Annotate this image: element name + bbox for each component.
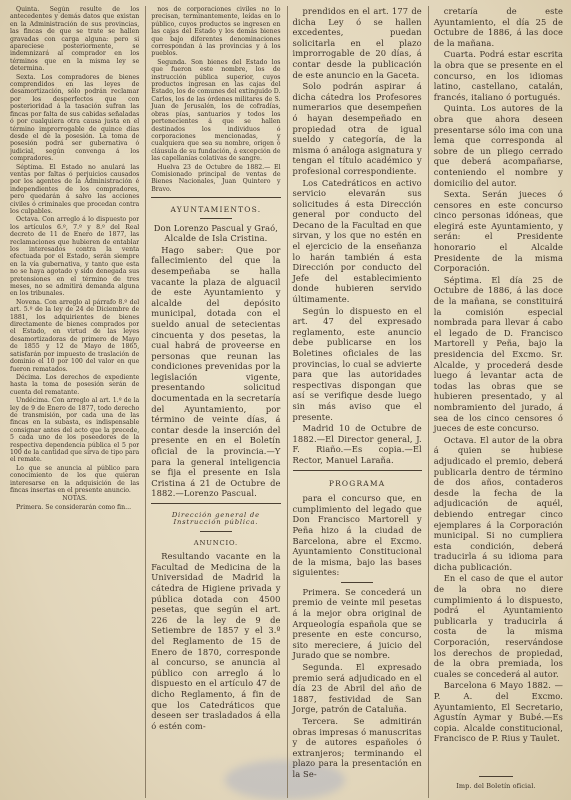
notes-label: NOTAS. [62,495,87,503]
paragraph: Novena. Con arreglo al párrafo 8.º del art. 5.º de la ley de 24 de Diciembre de 1881, los adquirientes de bienes directamente de bienes comprados por el Estado, en virtud de las leyes desamortizadoras de primero de Mayo de 1855 y 12 de Mayo de 1865, satisfarán por impuesto de traslación de dominio el 10 por 100 del valor en que fueron rematados. [10,298,140,373]
column-3 [287,6,422,798]
divider [293,470,422,471]
column-4 [428,6,563,798]
date-line: Huelva 23 de Octubre de 1882.— El Comisionado principal de ventas de Bienes Nacionales, Juan Quintero y Bravo. [151,163,281,193]
section-heading: AYUNTAMIENTOS. [170,205,262,215]
paragraph: Octava. El autor de la obra á quien se hubiese adjudicado el premio, deberá publicarla dentro de término de dos años, contaderos desde la fecha de la adjudicación de aquél, debiendo entregar cinco ejemplares á la Corporación municipal. Si no cumpliera esta condición, deberá traducirla á su idioma para dicha publicación. [433,434,563,572]
paragraph: Quinta. Según resulte de los antecedentes y demás datos que existan en la Administración de sus provincias, las fincas de que se trate se hallen gravadas con carga alguna: pero si apareciese posteriormente, se indemnizará al comprador en los términos que en la misma ley se determina. [10,6,140,73]
paragraph: Primera. Se concederá un premio de veinte mil pesetas á la mejor obra original de Arqueología española que se presente en este concurso, sito mereciere, á juicio del Jurado que se nombre. [292,586,422,661]
paragraph: Sexta. Los compradores de bienes comprendidos en las leyes de desamortización, sólo podrán reclamar por los desperfectos que con posterioridad á la tasación sufran las fincas por falta de sus cabidas señaladas ó por cualquiera otra causa justa en el término improrrogable de quince días desde el de la posesión. La toma de posesión podrá ser gubernativa ó judicial, según convenga á los compradores. [10,73,140,163]
divider [151,197,280,198]
paragraph: nos de corporaciones civiles no lo precisan, terminantemente, leídas en lo público, cuyos productos se ingresen en las cajas del Estado y los demás bienes que bajo diferentes denominaciones correspondan á las provincias y á los pueblos. [151,6,281,58]
notice-body: Resultando vacante en la Facultad de Medicina de la Universidad de Madrid la cátedra de Higiene privada y pública dotada con 4500 pesetas, que según el art. 226 de la ley de 9 de Setiembre de 1857 y el 3.º del Reglamento de 15 de Enero de 1870, corresponde al concurso, se anuncia al público con arreglo á lo dispuesto en el artículo 47 de dicho Reglamento, á fin de que los Catedráticos que deseen ser trasladados á ella ó estén com- [151,551,281,731]
section-heading: Dirección general de Instrucción pública. [171,511,260,527]
paragraph: Solo podrán aspirar á dicha cátedra los Profesores numerarios que desempeñen ó hayan desempeñado en propiedad otra de igual sueldo y categoría, de la misma ó análoga asignatura y tengan el título académico y profesional correspondiente. [292,81,422,176]
paragraph: prendidos en el art. 177 de dicha Ley ó se hallen excedentes, puedan solicitarla en el plazo improrrogable de 20 días, á contar desde la publicación de este anuncio en la Gaceta. [292,6,422,80]
paragraph: En el caso de que el autor de la obra no diere cumplimiento á lo dispuesto, podrá el Ayuntamiento publicarla y traducirla á costa de la misma Corporación, reservándose los derechos de propiedad, de la obra premiada, los cuales se concederá al autor. [433,573,563,679]
divider [341,582,373,583]
notice-header: Don Lorenzo Pascual y Graó, Alcalde de Isla Cristina. [153,222,278,244]
paragraph: para el concurso que, en cumplimiento del legado que Don Francisco Martorell y Peña hizo á la ciudad de Barcelona, abre el Excmo. Ayuntamiento Constitucional de la misma, bajo las bases siguientes: [292,493,422,578]
paragraph: Décima. Los derechos de expediente hasta la toma de posesión serán de cuenta del rematante. [10,373,140,396]
notes-text: Primera. Se considerarán como fin... [16,503,132,511]
column-1 [10,6,139,798]
paragraph: Segunda. Son bienes del Estado los que fueron este nombre, los de instrucción pública superior, cuyos productos ingresan en las cajas del Estado, los de comunes del extinguido D. Carlos, los de las órdenes militares de S. Juan de Jerusalén, los de cofradías, obras pías, santuarios y todos los pertenecientes á que se hallen destinados los individuos ó corporaciones mencionadas, y cualquiera que sea su nombre, origen ó cláusula de su fundación, á excepción de las capellanías colativas de sangre. [151,58,281,163]
divider [200,531,232,532]
paragraph: Octava. Con arreglo á lo dispuesto por los artículos 6.º, 7.º y 8.º del Real decreto de 11 de Enero de 1877, las reclamaciones que hubieren de entablar los interesados contra la venta efectuada por el Estado, serán siempre en la vía gubernativa, y tanto que esta no se haya agotado y sido denegada sus pretensiones en el término de tres meses, no se admitirá demanda alguna en los tribunales. [10,216,140,298]
paragraph: Segunda. El expresado premio será adjudicado en el día 23 de Abril del año de 1887, festividad de San Jorge, patrón de Cataluña. [292,662,422,715]
divider [151,503,280,504]
paragraph: Sexta. Serán jueces ó censores en este concurso cinco personas idóneas, que elegirá este Ayuntamiento, y serán: el Presidente honorario el Alcalde Presidente de la misma Corporación. [433,189,563,274]
column-2 [145,6,280,798]
paragraph: Lo que se anuncia al público para conocimiento de los que quieran interesarse en la adquisición de las fincas insertas en el presente anuncio. [10,464,140,494]
closing: Barcelona 6 Mayo 1882. —P. A. del Excmo. Ayuntamiento, El Secretario, Agustín Aymar y Bubé.—Es copia. Alcalde constitucional, Francisco de P. Rius y Taulet. [433,680,563,744]
paragraph: Séptima. El día 25 de Octubre de 1886, á las doce de la mañana, se constituirá la comisión especial nombrada para llevar á cabo el legado de D. Francisco Martorell y Peña, bajo la presidencia del Excmo. Sr. Alcalde, y procederá desde luego á levantar acta de todas las obras que se hubieren presentado, y al nombramiento del jurado, á sea de los cinco censores ó jueces de este concurso. [433,274,563,434]
paragraph: Según lo dispuesto en el art. 47 del expresado reglamento, este anuncio debe publicarse en los Boletines oficiales de las provincias, lo cual se advierte para que las autoridades respectivas dispongan que así se verifique desde luego sin más aviso que el presente. [292,305,422,422]
signature: Madrid 10 de Octubre de 1882.—El Director general, J. F. Riaño.—Es copia.—El Rector, Manuel Laraña. [292,423,422,465]
paragraph: Undécima. Con arreglo al art. 1.º de la ley de 9 de Enero de 1877, todo derecho de transmisión, por cada una de las fincas en la subasta, es indispensable consignar antes del acto que la precede, 5 cada uno de los poseedores de la respectiva dependencia pública el 5 por 100 de la cantidad que sirva de tipo para el remate. [10,397,140,464]
paragraph: Séptima. El Estado no anulará las ventas por faltas ó perjuicios causados por los agentes de la Administración é independientes de los compradores, pero quedarán á salvo las acciones civiles ó criminales que procedan contra los culpables. [10,163,140,215]
divider [479,776,513,777]
imprint: Imp. del Boletín oficial. [456,782,536,791]
paragraph: Los Catedráticos en activo servicio elevarán sus solicitudes á esta Dirección general por conducto del Decano de la Facultad en que sirvan, y los que no estén en el ejercicio de la enseñanza lo harán también á esta Dirección por conducto del Jefe del establecimiento donde hubieren servido últimamente. [292,177,422,305]
section-heading: PROGRAMA [328,478,386,488]
paragraph: cretaría de este Ayuntamiento, el día 25 de Octubre de 1886, á las doce de la mañana. [433,6,563,48]
paragraph: Quinta. Los autores de la obra que ahora deseen presentarse sólo ima con una lema que corresponda al sobre de un pliego cerrado que deberá acompañarse, conteniendo el nombre y domicilio del autor. [433,103,563,188]
notice-body: Hago saber: Que por fallecimiento del que la desempeñaba se halla vacante la plaza de alguacil de este Ayuntamiento y alcalde del depósito municipal, dotada con el sueldo anual de setecientas cincuenta y dos pesetas, la cual habrá de proveerse en personas que reunan las condiciones prevenidas por la legislación vigente, presentando solicitud documentada en la secretaría del Ayuntamiento, por término de veinte días, á contar desde la inserción del presente en en el Boletín oficial de la provincia.—Y para la general inteligencia se fija el presente en Isla Cristina á 21 de Octubre de 1882.—Lorenzo Pascual. [151,244,281,499]
divider [200,218,232,219]
section-heading: ANUNCIO. [193,538,238,547]
paragraph: Tercera. Se admitirán obras impresas ó manuscritas y de autores españoles ó extranjeros; terminando el plazo para la presentación en la Se- [292,716,422,779]
paragraph: Cuarta. Podrá estar escrita la obra que se presente en el concurso, en los idiomas latino, castellano, catalán, francés, italiano ó portugués. [433,49,563,102]
